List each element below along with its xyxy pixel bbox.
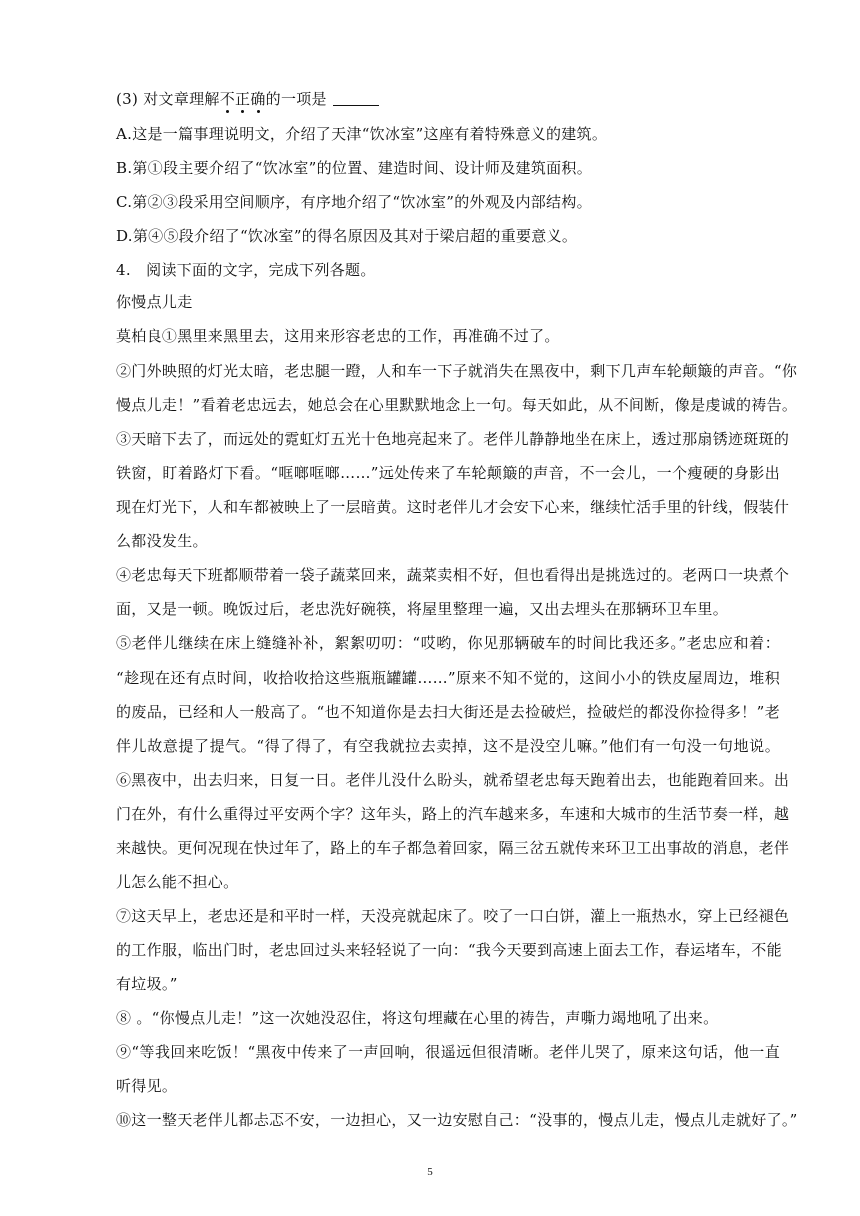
page-number: 5 <box>427 1166 433 1178</box>
option-b: B.第①段主要介绍了“饮冰室”的位置、建造时间、设计师及建筑面积。 <box>116 159 593 177</box>
passage-line: ⑧ 。“你慢点儿走！”这一次她没忍住，将这句埋藏在心里的祷告，声嘶力竭地吼了出来。 <box>116 1009 719 1027</box>
passage-line: ⑤老伴儿继续在床上缝缝补补，絮絮叨叨：“哎哟，你见那辆破车的时间比我还多。”老忠应和着： <box>116 634 780 652</box>
passage-line: 来越快。更何况现在快过年了，路上的车子都急着回家，隔三岔五就传来环卫工出事故的消息，老伴 <box>116 839 790 857</box>
option-d: D.第④⑤段介绍了“饮冰室”的得名原因及其对于梁启超的重要意义。 <box>116 227 578 245</box>
passage-line: ③天暗下去了，而远处的霓虹灯五光十色地亮起来了。老伴儿静静地坐在床上，透过那扇锈迹斑斑的 <box>116 430 790 448</box>
question-3-stem-suffix: 的一项是 <box>265 90 327 108</box>
passage-line: 铁窗，盯着路灯下看。“哐啷哐啷……”远处传来了车轮颠簸的声音，不一会儿，一个瘦硬的身影出 <box>116 464 780 482</box>
emphasis-char-1: 不 <box>219 90 236 108</box>
answer-blank <box>333 91 379 106</box>
question-4-number: 4. <box>116 261 131 279</box>
emphasis-char-3: 确 <box>250 90 266 108</box>
question-4-heading <box>116 260 780 280</box>
passage-line: 莫柏良①黑里来黑里去，这用来形容老忠的工作，再准确不过了。 <box>116 327 560 345</box>
question-3-stem-prefix: (3) 对文章理解 <box>116 90 220 108</box>
passage-line: 伴儿故意提了提气。“得了得了，有空我就拉去卖掉，这不是没空儿嘛。”他们有一句没一句地说。 <box>116 737 780 755</box>
option-c: C.第②③段采用空间顺序，有序地介绍了“饮冰室”的外观及内部结构。 <box>116 193 592 211</box>
passage-line: 门在外，有什么重得过平安两个字？这年头，路上的汽车越来多，车速和大城市的生活节奏一样，越 <box>116 805 790 823</box>
passage-line: ⑦这天早上，老忠还是和平时一样，天没亮就起床了。咬了一口白饼，灌上一瓶热水，穿上已经褪色 <box>116 907 790 925</box>
question-4-instruction: 阅读下面的文字，完成下列各题。 <box>146 261 376 279</box>
passage-line: 听得见。 <box>116 1077 178 1095</box>
passage-title: 你慢点儿走 <box>116 293 193 311</box>
passage-line: 的工作服，临出门时，老忠回过头来轻轻说了一向：“我今天要到高速上面去工作，春运堵车，不能 <box>116 941 782 959</box>
passage-line: ②门外映照的灯光太暗，老忠腿一蹬，人和车一下子就消失在黑夜中，剩下几声车轮颠簸的声音。“你 <box>116 362 798 380</box>
passage-line: ⑩这一整天老伴儿都忐忑不安，一边担心，又一边安慰自己：“没事的，慢点儿走，慢点儿走就好了。” <box>116 1111 798 1129</box>
passage-line: 的废品，已经和人一般高了。“也不知道你是去扫大街还是去捡破烂，捡破烂的都没你捡得多！”老 <box>116 703 780 721</box>
passage-line: ⑥黑夜中，出去归来，日复一日。老伴儿没什么盼头，就希望老忠每天跑着出去，也能跑着回来。出 <box>116 771 790 789</box>
passage-line: 有垃圾。” <box>116 975 178 993</box>
passage-line: 儿怎么能不担心。 <box>116 873 239 891</box>
emphasis-char-2: 正 <box>235 90 251 108</box>
passage-line: 慢点儿走！”看着老忠远去，她总会在心里默默地念上一句。每天如此，从不间断，像是虔诚的祷告。 <box>116 396 798 414</box>
question-3-stem <box>116 89 780 109</box>
passage-line: ④老忠每天下班都顺带着一袋子蔬菜回来，蔬菜卖相不好，但也看得出是挑选过的。老两口一块煮个 <box>116 566 790 584</box>
option-a: A.这是一篇事理说明文，介绍了天津“饮冰室”这座有着特殊意义的建筑。 <box>116 125 608 143</box>
passage-line: 面，又是一顿。晚饭过后，老忠洗好碗筷，将屋里整理一遍，又出去埋头在那辆环卫车里。 <box>116 600 729 618</box>
passage-line: “趁现在还有点时间，收拾收拾这些瓶瓶罐罐……”原来不知不觉的，这间小小的铁皮屋周边，堆积 <box>116 669 780 687</box>
passage-line: 么都没发生。 <box>116 532 208 550</box>
passage-line: ⑨“等我回来吃饭！“黑夜中传来了一声回响，很遥远但很清晰。老伴儿哭了，原来这句话，他一直 <box>116 1043 780 1061</box>
passage-line: 现在灯光下，人和车都被映上了一层暗黄。这时老伴儿才会安下心来，继续忙活手里的针线，假装什 <box>116 498 790 516</box>
